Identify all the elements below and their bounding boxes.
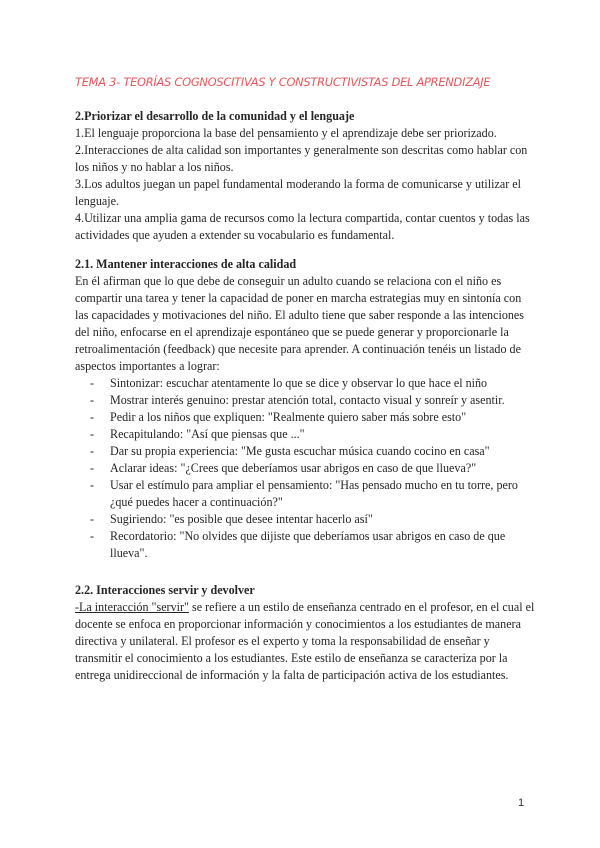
bullet-dash: -: [90, 410, 95, 424]
section-language-priority: [75, 108, 535, 244]
list-item: [90, 375, 535, 392]
document-title: TEMA 3- TEORÍAS COGNOSCITIVAS Y CONSTRUCTIVISTAS DEL APRENDIZAJE: [75, 75, 491, 89]
list-item-text: Sintonizar: escuchar atentamente lo que se dice y observar lo que hace el niño: [110, 376, 488, 390]
bullet-list: [75, 375, 535, 562]
list-item-text: Recapitulando: "Así que piensas que ...": [110, 427, 305, 441]
list-item: [90, 392, 535, 409]
bullet-dash: -: [90, 478, 95, 492]
list-item: [90, 426, 535, 443]
page-number: 1: [518, 797, 525, 809]
bullet-dash: -: [90, 529, 95, 543]
list-item-text: Usar el estímulo para ampliar el pensamiento: "Has pensado mucho en tu torre, pero ¿qué puedes hacer a continuación?": [110, 478, 518, 509]
bullet-dash: -: [90, 427, 95, 441]
section-heading: 2.1. Mantener interacciones de alta calidad: [75, 257, 297, 271]
section-high-quality-interactions: [75, 256, 535, 562]
numbered-point: 1.El lenguaje proporciona la base del pensamiento y el aprendizaje debe ser priorizado.: [75, 126, 497, 140]
list-item-text: Dar su propia experiencia: "Me gusta escuchar música cuando cocino en casa": [110, 444, 490, 458]
section-paragraph: [75, 599, 535, 684]
section-paragraph: En él afirman que lo que debe de conseguir un adulto cuando se relaciona con el niño es compartir una tarea y tener la capacidad de poner en marcha estrategias muy en sintonía con las capacidades y motivaciones del niño. El adulto tiene que saber responde a las intenciones del niño, enfocarse en el aprendizaje espontáneo que se puede generar y proporcionarle la retroalimentación (feedback) que necesite para aprender. A continuación tenéis un listado de aspectos importantes a lograr:: [75, 274, 524, 373]
numbered-point: 3.Los adultos juegan un papel fundamental moderando la forma de comunicarse y utilizar el lenguaje.: [75, 177, 521, 208]
bullet-dash: -: [90, 444, 95, 458]
section-serve-and-return: [75, 582, 535, 684]
list-item-text: Recordatorio: "No olvides que dijiste que deberíamos usar abrigos en caso de que llueva".: [110, 529, 506, 560]
list-item-text: Pedir a los niños que expliquen: "Realmente quiero saber más sobre esto": [110, 410, 467, 424]
list-item: [90, 477, 535, 511]
numbered-point: 4.Utilizar una amplia gama de recursos como la lectura compartida, contar cuentos y todas las actividades que ayuden a extender su vocabulario es fundamental.: [75, 211, 530, 242]
list-item-text: Sugiriendo: "es posible que desee intentar hacerlo así": [110, 512, 373, 526]
bullet-dash: -: [90, 376, 95, 390]
list-item-text: Aclarar ideas: "¿Crees que deberíamos usar abrigos en caso de que llueva?": [110, 461, 477, 475]
list-item: [90, 528, 535, 562]
list-item: [90, 460, 535, 477]
list-item: [90, 409, 535, 426]
section-heading: 2.Priorizar el desarrollo de la comunidad y el lenguaje: [75, 109, 355, 123]
list-item-text: Mostrar interés genuino: prestar atención total, contacto visual y sonreír y asentir.: [110, 393, 505, 407]
paragraph-body: se refiere a un estilo de enseñanza centrado en el profesor, en el cual el docente se enfoca en proporcionar información y conocimientos a los estudiantes de manera directiva y unilateral. El profesor es el experto y toma la responsabilidad de enseñar y transmitir el conocimiento a los estudiantes. Este estilo de enseñanza se caracteriza por la entrega unidireccional de información y la falta de participación activa de los estudiantes.: [75, 600, 535, 682]
bullet-dash: -: [90, 393, 95, 407]
bullet-dash: -: [90, 461, 95, 475]
section-heading: 2.2. Interacciones servir y devolver: [75, 583, 255, 597]
list-item: [90, 443, 535, 460]
bullet-dash: -: [90, 512, 95, 526]
list-item: [90, 511, 535, 528]
numbered-point: 2.Interacciones de alta calidad son importantes y generalmente son descritas como hablar con los niños y no hablar a los niños.: [75, 143, 528, 174]
underlined-lead: -La interacción "servir": [75, 600, 189, 614]
